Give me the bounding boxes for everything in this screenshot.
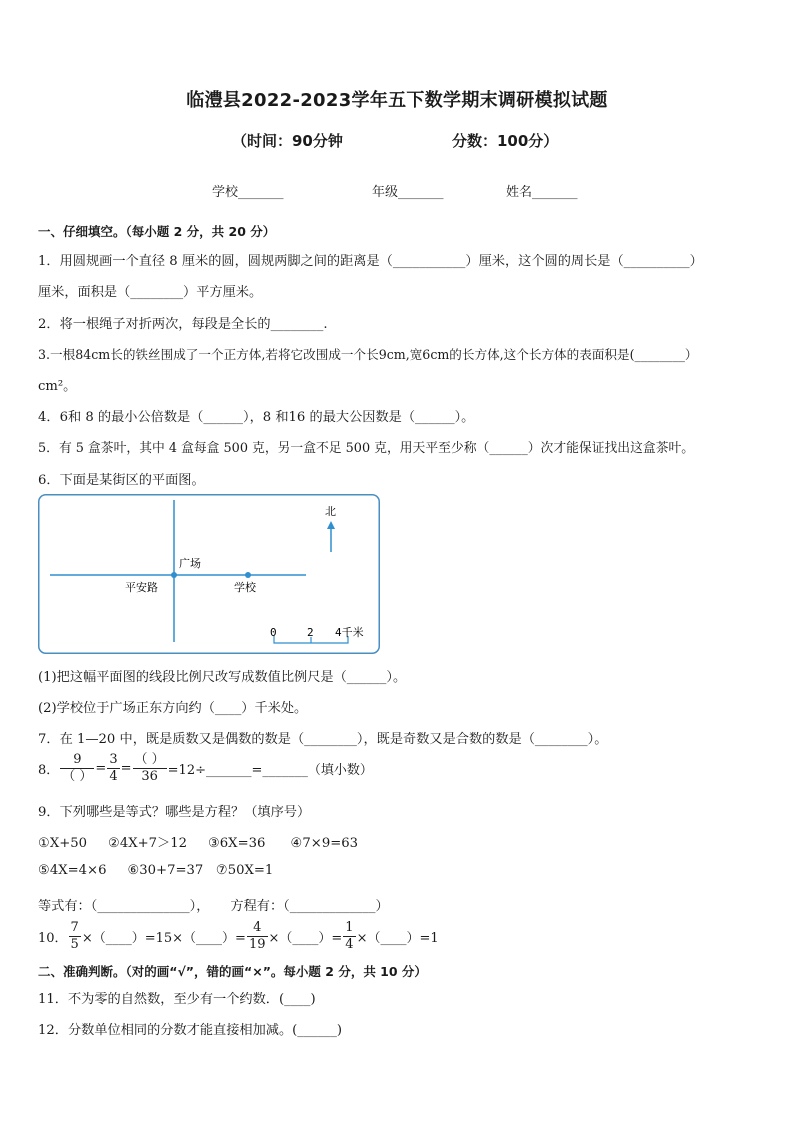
q10-f1-denominator: 5 bbox=[70, 937, 79, 952]
q8-fraction-3 bbox=[133, 752, 167, 785]
q8-equals-2: = bbox=[120, 761, 132, 776]
q8-fraction-2 bbox=[107, 752, 119, 785]
question-11: 11．不为零的自然数，至少有一个约数．(____) bbox=[38, 992, 316, 1007]
q10-fraction-3 bbox=[343, 920, 355, 953]
question-9: 9．下列哪些是等式？哪些是方程？（填序号） bbox=[38, 805, 311, 820]
school-label: 学校 bbox=[234, 581, 256, 594]
question-7: 7．在 1—20 中，既是质数又是偶数的数是（________），既是奇数又是合数的数是（________）。 bbox=[38, 732, 608, 747]
section2-heading: 二、准确判断。（对的画“√”，错的画“×”。每小题 2 分，共 10 分） bbox=[38, 964, 427, 979]
question-3-line2: cm²。 bbox=[38, 379, 77, 394]
school-field: 学校_______ bbox=[212, 185, 284, 200]
question-9-answer: 等式有：（______________）， 方程有：（_____________） bbox=[38, 899, 389, 914]
question-10 bbox=[38, 920, 439, 953]
map-border bbox=[39, 495, 380, 654]
question-9-options-1: ①X+50 ②4X+7＞12 ③6X=36 ④7×9=63 bbox=[38, 836, 359, 851]
q10-fraction-1 bbox=[69, 920, 81, 953]
question-12: 12．分数单位相同的分数才能直接相加减。(______) bbox=[38, 1023, 343, 1038]
q10-mid-1: ×（____）=15×（____）= bbox=[81, 931, 246, 946]
question-3-line1: 3.一根84cm长的铁丝围成了一个正方体,若将它改围成一个长9cm,宽6cm的长方体,这个长方体的表面积是(________） bbox=[38, 347, 698, 362]
q8-f3-denominator: 36 bbox=[141, 769, 158, 784]
q10-f1-numerator: 7 bbox=[70, 920, 79, 935]
q8-prefix: 8． bbox=[38, 763, 60, 778]
scale-label-0: 0 bbox=[270, 626, 277, 639]
q10-f2-denominator: 19 bbox=[248, 937, 266, 952]
north-arrow-head bbox=[327, 521, 335, 529]
q8-f3-numerator: （ ） bbox=[134, 752, 165, 767]
q8-f1-numerator: 9 bbox=[60, 752, 94, 769]
q8-fraction-1 bbox=[60, 752, 94, 785]
question-1-line2: 厘米，面积是（________）平方厘米。 bbox=[38, 285, 263, 300]
exam-score: 分数：100分） bbox=[452, 132, 559, 150]
q10-prefix: 10． bbox=[38, 931, 68, 946]
q8-f1-denominator: （ ） bbox=[62, 769, 93, 784]
question-9-options-2: ⑤4X=4×6 ⑥30+7=37 ⑦50X=1 bbox=[38, 863, 274, 878]
name-field: 姓名_______ bbox=[506, 185, 578, 200]
q10-f2-numerator: 4 bbox=[247, 920, 268, 937]
street-map bbox=[38, 494, 380, 654]
q8-f2-denominator: 4 bbox=[109, 769, 118, 784]
question-4: 4．6和 8 的最小公倍数是（______），8 和16 的最大公因数是（______）。 bbox=[38, 410, 475, 425]
q10-fraction-2 bbox=[247, 920, 268, 953]
scale-label-2: 2 bbox=[307, 626, 314, 639]
q10-f3-denominator: 4 bbox=[345, 937, 354, 952]
scale-label-4: 4千米 bbox=[335, 626, 364, 639]
q8-tail: =12÷_______=_______（填小数） bbox=[167, 763, 373, 778]
question-6-1: (1)把这幅平面图的线段比例尺改写成数值比例尺是（______）。 bbox=[38, 670, 407, 685]
plaza-label: 广场 bbox=[179, 557, 201, 570]
north-label: 北 bbox=[325, 505, 336, 518]
question-6: 6．下面是某街区的平面图。 bbox=[38, 473, 205, 488]
question-2: 2．将一根绳子对折两次，每段是全长的________. bbox=[38, 317, 328, 332]
q8-equals-1: = bbox=[95, 761, 107, 776]
exam-title: 临澧县2022-2023学年五下数学期末调研模拟试题 bbox=[186, 90, 608, 111]
road-label: 平安路 bbox=[125, 581, 158, 594]
section1-heading: 一、仔细填空。（每小题 2 分，共 20 分） bbox=[38, 224, 276, 239]
question-5: 5．有 5 盒茶叶，其中 4 盒每盒 500 克，另一盒不足 500 克，用天平至少称（______）次才能保证找出这盒茶叶。 bbox=[38, 441, 695, 456]
q10-tail: ×（____）=1 bbox=[356, 931, 439, 946]
school-dot bbox=[245, 572, 251, 578]
question-8 bbox=[38, 752, 373, 785]
question-6-2: (2)学校位于广场正东方向约（____）千米处。 bbox=[38, 701, 308, 716]
q8-f2-numerator: 3 bbox=[109, 752, 118, 767]
q10-mid-2: ×（____）= bbox=[268, 931, 343, 946]
q10-f3-numerator: 1 bbox=[345, 920, 354, 935]
question-1-line1: 1．用圆规画一个直径 8 厘米的圆，圆规两脚之间的距离是（___________）厘米，这个圆的周长是（__________） bbox=[38, 254, 703, 269]
plaza-dot bbox=[171, 572, 177, 578]
exam-time: （时间：90分钟 bbox=[232, 132, 343, 150]
grade-field: 年级_______ bbox=[372, 185, 444, 200]
